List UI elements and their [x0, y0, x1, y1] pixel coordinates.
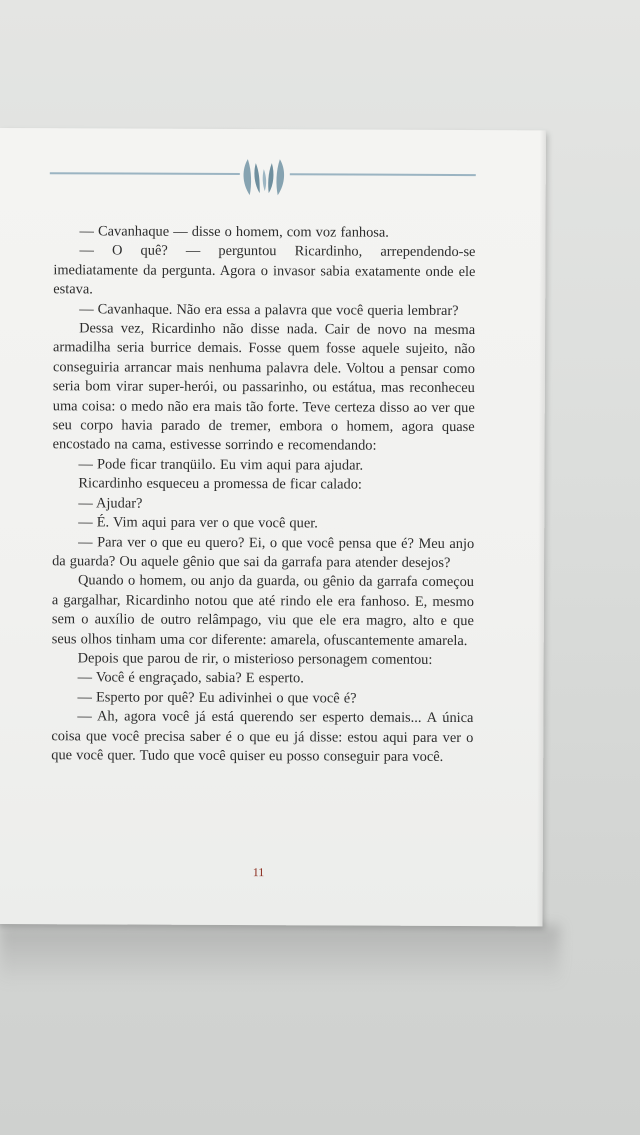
paragraph: — Ajudar? [78, 495, 143, 512]
page-number: 11 [252, 865, 265, 880]
book-page [0, 128, 546, 926]
paragraph: — É. Vim aqui para ver o que você quer. [78, 514, 318, 532]
paragraph: — Para ver o que eu quero? Ei, o que você pensa que é? Meu anjo da guarda? Ou aquele gênio que sai da garrafa para atender desejos? [52, 533, 475, 571]
paragraph: — Esperto por quê? Eu adivinhei o que você é? [77, 689, 357, 707]
paragraph: — Você é engraçado, sabia? E esperto. [77, 669, 304, 687]
paragraph: — Ah, agora você já está querendo ser esperto demais... A única coisa que você precisa saber é o que eu já disse: estou aqui para ver o que você quer. Tudo que você quiser eu posso conseguir para você. [51, 708, 474, 765]
paragraph: — Pode ficar tranqüilo. Eu vim aqui para ajudar. [78, 456, 364, 474]
leaf-ornament-icon [238, 155, 290, 199]
paragraph: Dessa vez, Ricardinho não disse nada. Cair de novo na mesma armadilha seria burrice demais. Fosse quem fosse aquele sujeito, não conseguiria arrancar mais nenhuma palavra dele. Voltou a pensar como seria bom virar super-herói, ou passarinho, ou estátua, mas reconheceu uma coisa: o medo não era mais tão forte. Teve certeza disso ao ver que seu corpo havia parado de tremer, embora o homem, agora quase encostado na cama, estivesse sorrindo e recomendando: [52, 320, 476, 455]
paragraph: — Cavanhaque — disse o homem, com voz fanhosa. [79, 223, 389, 241]
ornament-rule-left [50, 172, 240, 175]
page-shadow [0, 925, 560, 985]
paragraph: Depois que parou de rir, o misterioso personagem comentou: [77, 650, 433, 668]
paragraph: Ricardinho esqueceu a promessa de ficar calado: [78, 475, 362, 493]
paragraph: — O quê? — perguntou Ricardinho, arrependendo-se imediatamente da pergunta. Agora o invasor sabia exatamente onde ele estava. [53, 242, 476, 298]
paragraph: Quando o homem, ou anjo da guarda, ou gênio da garrafa começou a gargalhar, Ricardinho notou que até rindo ele era fanhoso. E, mesmo sem o auxílio de outro relâmpago, viu que ele era magro, alto e que seus olhos tinham uma cor diferente: amarela, ofuscantemente amarela. [51, 572, 475, 649]
ornament-rule-right [290, 173, 476, 176]
body-text [51, 222, 475, 767]
paragraph: — Cavanhaque. Não era essa a palavra que você queria lembrar? [79, 300, 459, 319]
